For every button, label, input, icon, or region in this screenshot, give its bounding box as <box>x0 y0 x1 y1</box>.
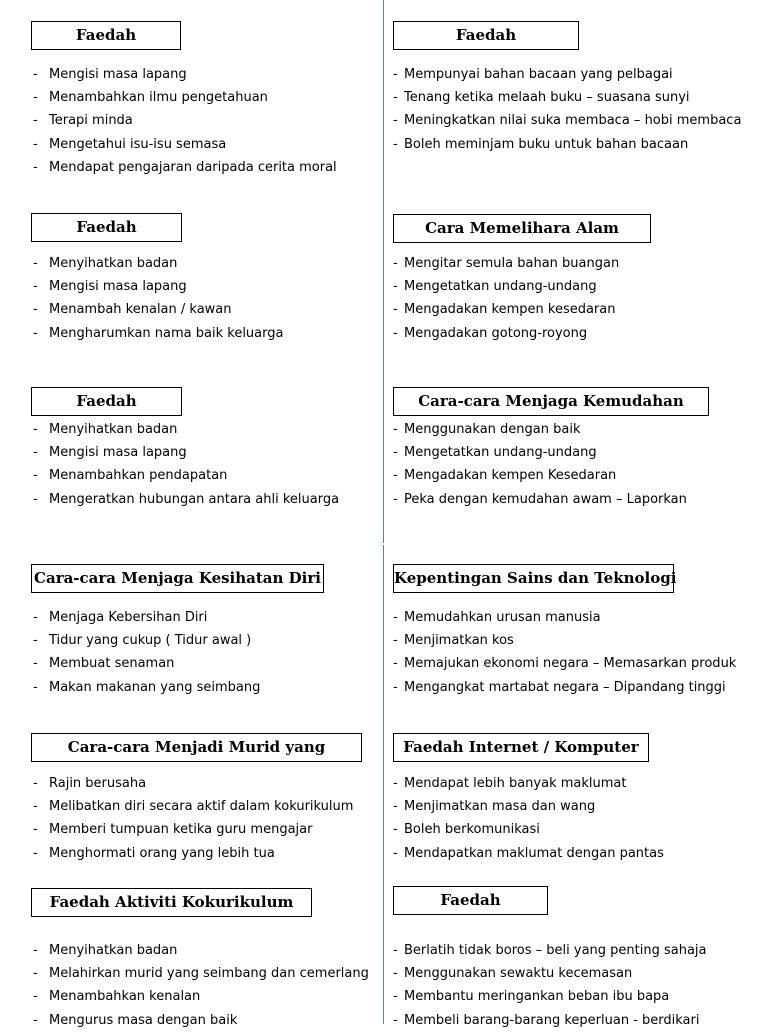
list-item: - Mendapat pengajaran daripada cerita moral <box>31 156 337 179</box>
list-item: - Mempunyai bahan bacaan yang pelbagai <box>393 63 741 86</box>
list-item: - Mengisi masa lapang <box>31 275 283 298</box>
list-item: - Mendapat lebih banyak maklumat <box>393 772 664 795</box>
list-item: - Rajin berusaha <box>31 772 353 795</box>
section-title: Faedah <box>393 886 548 915</box>
section-cara-memelihara-alam <box>393 214 651 341</box>
list-item: - Mengadakan kempen Kesedaran <box>393 464 687 487</box>
list-item: - Memajukan ekonomi negara – Memasarkan produk <box>393 652 736 675</box>
list-item: - Memberi tumpuan ketika guru mengajar <box>31 818 353 841</box>
list-item: - Boleh meminjam buku untuk bahan bacaan <box>393 133 741 156</box>
list-item: - Meningkatkan nilai suka membaca – hobi membaca <box>393 109 741 132</box>
section-cara-menjaga-kesihatan <box>31 564 324 695</box>
item-list <box>393 63 741 156</box>
section-title: Faedah Internet / Komputer <box>393 733 649 762</box>
list-item: - Memudahkan urusan manusia <box>393 606 736 629</box>
item-list <box>393 252 619 345</box>
list-item: - Mengangkat martabat negara – Dipandang tinggi <box>393 676 736 699</box>
section-faedah-berjimat <box>393 886 707 1028</box>
list-item: - Makan makanan yang seimbang <box>31 676 260 699</box>
item-list <box>393 939 707 1032</box>
section-title: Faedah <box>31 21 181 50</box>
list-item: - Mengetatkan undang-undang <box>393 441 687 464</box>
list-item: - Melibatkan diri secara aktif dalam kokurikulum <box>31 795 353 818</box>
section-title: Faedah <box>393 21 579 50</box>
section-title: Faedah <box>31 387 182 416</box>
list-item: - Berlatih tidak boros – beli yang penting sahaja <box>393 939 707 962</box>
list-item: - Mengetahui isu-isu semasa <box>31 133 337 156</box>
list-item: - Membantu meringankan beban ibu bapa <box>393 985 707 1008</box>
list-item: - Menghormati orang yang lebih tua <box>31 842 353 865</box>
section-faedah-perpustakaan <box>393 21 742 152</box>
section-title: Cara-cara Menjaga Kemudahan <box>393 387 709 416</box>
list-item: - Mengadakan kempen kesedaran <box>393 298 619 321</box>
list-item: - Menjimatkan masa dan wang <box>393 795 664 818</box>
item-list <box>31 939 369 1032</box>
section-faedah-riadah <box>31 213 284 341</box>
list-item: - Mengeratkan hubungan antara ahli keluarga <box>31 488 339 511</box>
list-item: - Peka dengan kemudahan awam – Laporkan <box>393 488 687 511</box>
item-list <box>31 606 260 699</box>
item-list <box>393 772 664 865</box>
section-cara-menjadi-murid <box>31 733 362 861</box>
list-item: - Tenang ketika melaah buku – suasana sunyi <box>393 86 741 109</box>
list-item: - Mengisi masa lapang <box>31 63 337 86</box>
list-item: - Boleh berkomunikasi <box>393 818 664 841</box>
item-list <box>31 418 339 511</box>
list-item: - Mengitar semula bahan buangan <box>393 252 619 275</box>
item-list <box>31 63 337 179</box>
section-title: Cara-cara Menjadi Murid yang <box>31 733 362 762</box>
list-item: - Menyihatkan badan <box>31 252 283 275</box>
column-divider-top <box>383 0 384 543</box>
list-item: - Menambahkan ilmu pengetahuan <box>31 86 337 109</box>
section-cara-menjaga-kemudahan <box>393 387 709 507</box>
list-item: - Membuat senaman <box>31 652 260 675</box>
list-item: - Mengisi masa lapang <box>31 441 339 464</box>
list-item: - Membeli barang-barang keperluan - berdikari <box>393 1009 707 1032</box>
section-faedah-internet <box>393 733 664 861</box>
list-item: - Menyihatkan badan <box>31 418 339 441</box>
item-list <box>31 772 353 865</box>
list-item: - Menambahkan kenalan <box>31 985 369 1008</box>
list-item: - Menambah kenalan / kawan <box>31 298 283 321</box>
list-item: - Melahirkan murid yang seimbang dan cemerlang <box>31 962 369 985</box>
item-list <box>393 606 736 699</box>
section-title: Cara-cara Menjaga Kesihatan Diri <box>31 564 324 593</box>
section-kepentingan-sains <box>393 564 737 695</box>
list-item: - Terapi minda <box>31 109 337 132</box>
list-item: - Menyihatkan badan <box>31 939 369 962</box>
section-title: Cara Memelihara Alam <box>393 214 651 243</box>
column-divider-bottom <box>383 545 384 1024</box>
section-faedah-kokurikulum <box>31 888 369 1028</box>
list-item: - Menggunakan sewaktu kecemasan <box>393 962 707 985</box>
list-item: - Menggunakan dengan baik <box>393 418 687 441</box>
list-item: - Mengetatkan undang-undang <box>393 275 619 298</box>
section-title: Faedah Aktiviti Kokurikulum <box>31 888 312 917</box>
list-item: - Menjimatkan kos <box>393 629 736 652</box>
section-title: Kepentingan Sains dan Teknologi <box>393 564 674 593</box>
list-item: - Mengurus masa dengan baik <box>31 1009 369 1032</box>
list-item: - Menambahkan pendapatan <box>31 464 339 487</box>
list-item: - Mengadakan gotong-royong <box>393 322 619 345</box>
list-item: - Mendapatkan maklumat dengan pantas <box>393 842 664 865</box>
section-faedah-keluarga <box>31 387 340 507</box>
section-faedah-membaca <box>31 21 337 175</box>
section-title: Faedah <box>31 213 182 242</box>
item-list <box>31 252 283 345</box>
list-item: - Menjaga Kebersihan Diri <box>31 606 260 629</box>
item-list <box>393 418 687 511</box>
list-item: - Tidur yang cukup ( Tidur awal ) <box>31 629 260 652</box>
list-item: - Mengharumkan nama baik keluarga <box>31 322 283 345</box>
